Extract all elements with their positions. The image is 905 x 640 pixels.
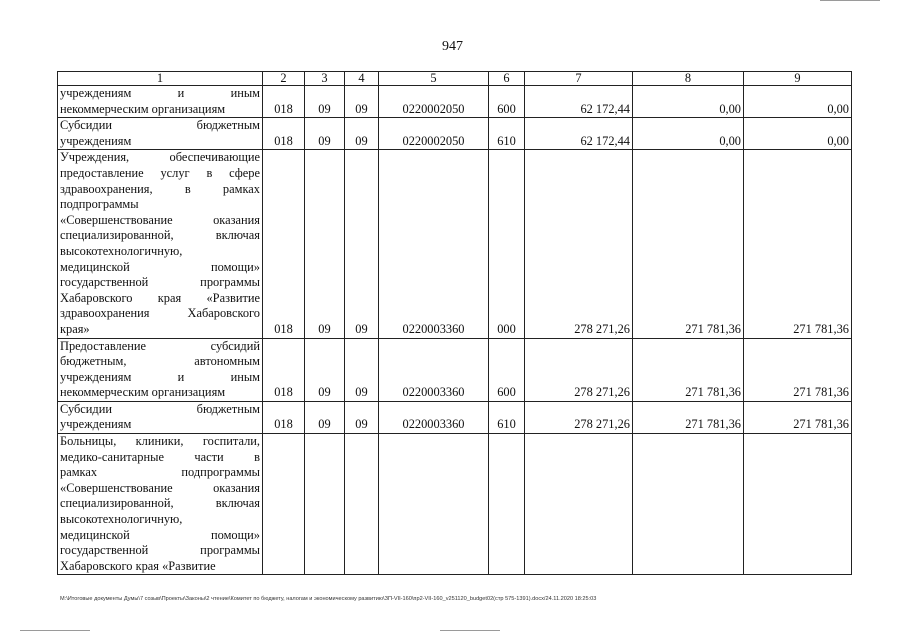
row-ministry-code: 018 <box>263 150 305 338</box>
row-ministry-code: 018 <box>263 338 305 401</box>
table-row <box>58 434 852 575</box>
row-expense-type-code <box>489 434 525 575</box>
row-amount-col-8: 271 781,36 <box>633 150 744 338</box>
row-amount-col-7: 278 271,26 <box>525 338 633 401</box>
table-row <box>58 118 852 150</box>
row-description <box>58 118 263 150</box>
row-amount-col-7: 278 271,26 <box>525 150 633 338</box>
header-col-7: 7 <box>525 72 633 86</box>
table-row <box>58 401 852 433</box>
header-col-6: 6 <box>489 72 525 86</box>
row-ministry-code: 018 <box>263 86 305 118</box>
budget-table <box>57 71 852 575</box>
description-line: Хабаровского края «Развитие <box>60 558 216 573</box>
row-section-code: 09 <box>305 338 345 401</box>
row-amount-col-8 <box>633 434 744 575</box>
row-description <box>58 86 263 118</box>
row-subsection-code <box>345 434 379 575</box>
header-col-9: 9 <box>744 72 852 86</box>
row-description <box>58 338 263 401</box>
row-expense-type-code: 610 <box>489 118 525 150</box>
description-line: рамках подпрограммы <box>60 465 260 480</box>
description-line: здравоохранения Хабаровского <box>60 306 260 321</box>
row-amount-col-9: 0,00 <box>744 86 852 118</box>
row-expense-type-code: 600 <box>489 338 525 401</box>
header-col-5: 5 <box>379 72 489 86</box>
table-row <box>58 338 852 401</box>
description-line: медико-санитарные части в <box>60 449 260 464</box>
description-line: края» <box>60 321 90 336</box>
description-line: Больницы, клиники, госпитали, <box>60 434 260 449</box>
row-expense-type-code: 600 <box>489 86 525 118</box>
description-line: Учреждения, обеспечивающие <box>60 150 260 165</box>
description-line: Хабаровского края «Развитие <box>60 290 260 305</box>
row-section-code: 09 <box>305 86 345 118</box>
row-target-article-code: 0220003360 <box>379 401 489 433</box>
description-line: предоставление услуг в сфере <box>60 165 260 180</box>
description-line: Субсидии бюджетным <box>60 401 260 416</box>
row-amount-col-9: 271 781,36 <box>744 401 852 433</box>
row-subsection-code: 09 <box>345 338 379 401</box>
row-amount-col-8: 271 781,36 <box>633 401 744 433</box>
row-amount-col-7: 278 271,26 <box>525 401 633 433</box>
row-description <box>58 401 263 433</box>
document-path: M:\Итоговые документы Думы\7 созыв\Проекты\Законы\2 чтение\Комитет по бюджету, налогам и экономическому развитию\ЗП-VII-160\пр2-VII-160_v251120_budget02(стр 575-1391).docx/24.11.2020 18:25:03 <box>60 596 597 602</box>
description-line: некоммерческим организациям <box>60 101 226 116</box>
row-amount-col-8: 0,00 <box>633 118 744 150</box>
description-line: специализированной, включая <box>60 228 260 243</box>
row-subsection-code: 09 <box>345 118 379 150</box>
row-amount-col-9: 271 781,36 <box>744 150 852 338</box>
description-line: высокотехнологичную, <box>60 243 183 258</box>
description-line: специализированной, включая <box>60 496 260 511</box>
header-col-4: 4 <box>345 72 379 86</box>
row-amount-col-8: 0,00 <box>633 86 744 118</box>
table-header <box>58 72 852 86</box>
row-section-code: 09 <box>305 118 345 150</box>
header-col-8: 8 <box>633 72 744 86</box>
page-number: 947 <box>442 39 463 54</box>
description-line: учреждениям <box>60 417 132 432</box>
row-description <box>58 434 263 575</box>
description-line: учреждениям и иным <box>60 369 260 384</box>
row-amount-col-9: 271 781,36 <box>744 338 852 401</box>
description-line: здравоохранения, в рамках <box>60 181 260 196</box>
table-body <box>58 86 852 575</box>
scan-artifact-line <box>440 630 500 631</box>
row-target-article-code: 0220003360 <box>379 338 489 401</box>
row-section-code: 09 <box>305 401 345 433</box>
header-col-3: 3 <box>305 72 345 86</box>
header-col-2: 2 <box>263 72 305 86</box>
description-line: некоммерческим организациям <box>60 385 226 400</box>
row-target-article-code: 0220002050 <box>379 118 489 150</box>
description-line: «Совершенствование оказания <box>60 480 260 495</box>
header-col-1: 1 <box>58 72 263 86</box>
description-line: учреждениям <box>60 133 132 148</box>
description-line: медицинской помощи» <box>60 259 260 274</box>
row-amount-col-7: 62 172,44 <box>525 118 633 150</box>
row-subsection-code: 09 <box>345 150 379 338</box>
description-line: государственной программы <box>60 275 260 290</box>
scan-artifact-line <box>820 0 880 1</box>
description-line: государственной программы <box>60 543 260 558</box>
header-row <box>58 72 852 86</box>
description-line: бюджетным, автономным <box>60 354 260 369</box>
description-line: подпрограммы <box>60 197 139 212</box>
description-line: «Совершенствование оказания <box>60 212 260 227</box>
row-target-article-code: 0220002050 <box>379 86 489 118</box>
row-ministry-code: 018 <box>263 118 305 150</box>
table-row <box>58 86 852 118</box>
row-section-code <box>305 434 345 575</box>
row-subsection-code: 09 <box>345 86 379 118</box>
row-amount-col-7: 62 172,44 <box>525 86 633 118</box>
row-ministry-code <box>263 434 305 575</box>
description-line: высокотехнологичную, <box>60 512 183 527</box>
description-line: медицинской помощи» <box>60 527 260 542</box>
description-line: учреждениям и иным <box>60 86 260 100</box>
row-expense-type-code: 610 <box>489 401 525 433</box>
row-amount-col-9: 0,00 <box>744 118 852 150</box>
table-row <box>58 150 852 338</box>
description-line: Субсидии бюджетным <box>60 118 260 133</box>
row-subsection-code: 09 <box>345 401 379 433</box>
row-expense-type-code: 000 <box>489 150 525 338</box>
row-target-article-code <box>379 434 489 575</box>
row-target-article-code: 0220003360 <box>379 150 489 338</box>
row-description <box>58 150 263 338</box>
row-amount-col-8: 271 781,36 <box>633 338 744 401</box>
row-amount-col-9 <box>744 434 852 575</box>
row-amount-col-7 <box>525 434 633 575</box>
row-section-code: 09 <box>305 150 345 338</box>
scan-artifact-line <box>20 630 90 631</box>
row-ministry-code: 018 <box>263 401 305 433</box>
description-line: Предоставление субсидий <box>60 338 260 353</box>
